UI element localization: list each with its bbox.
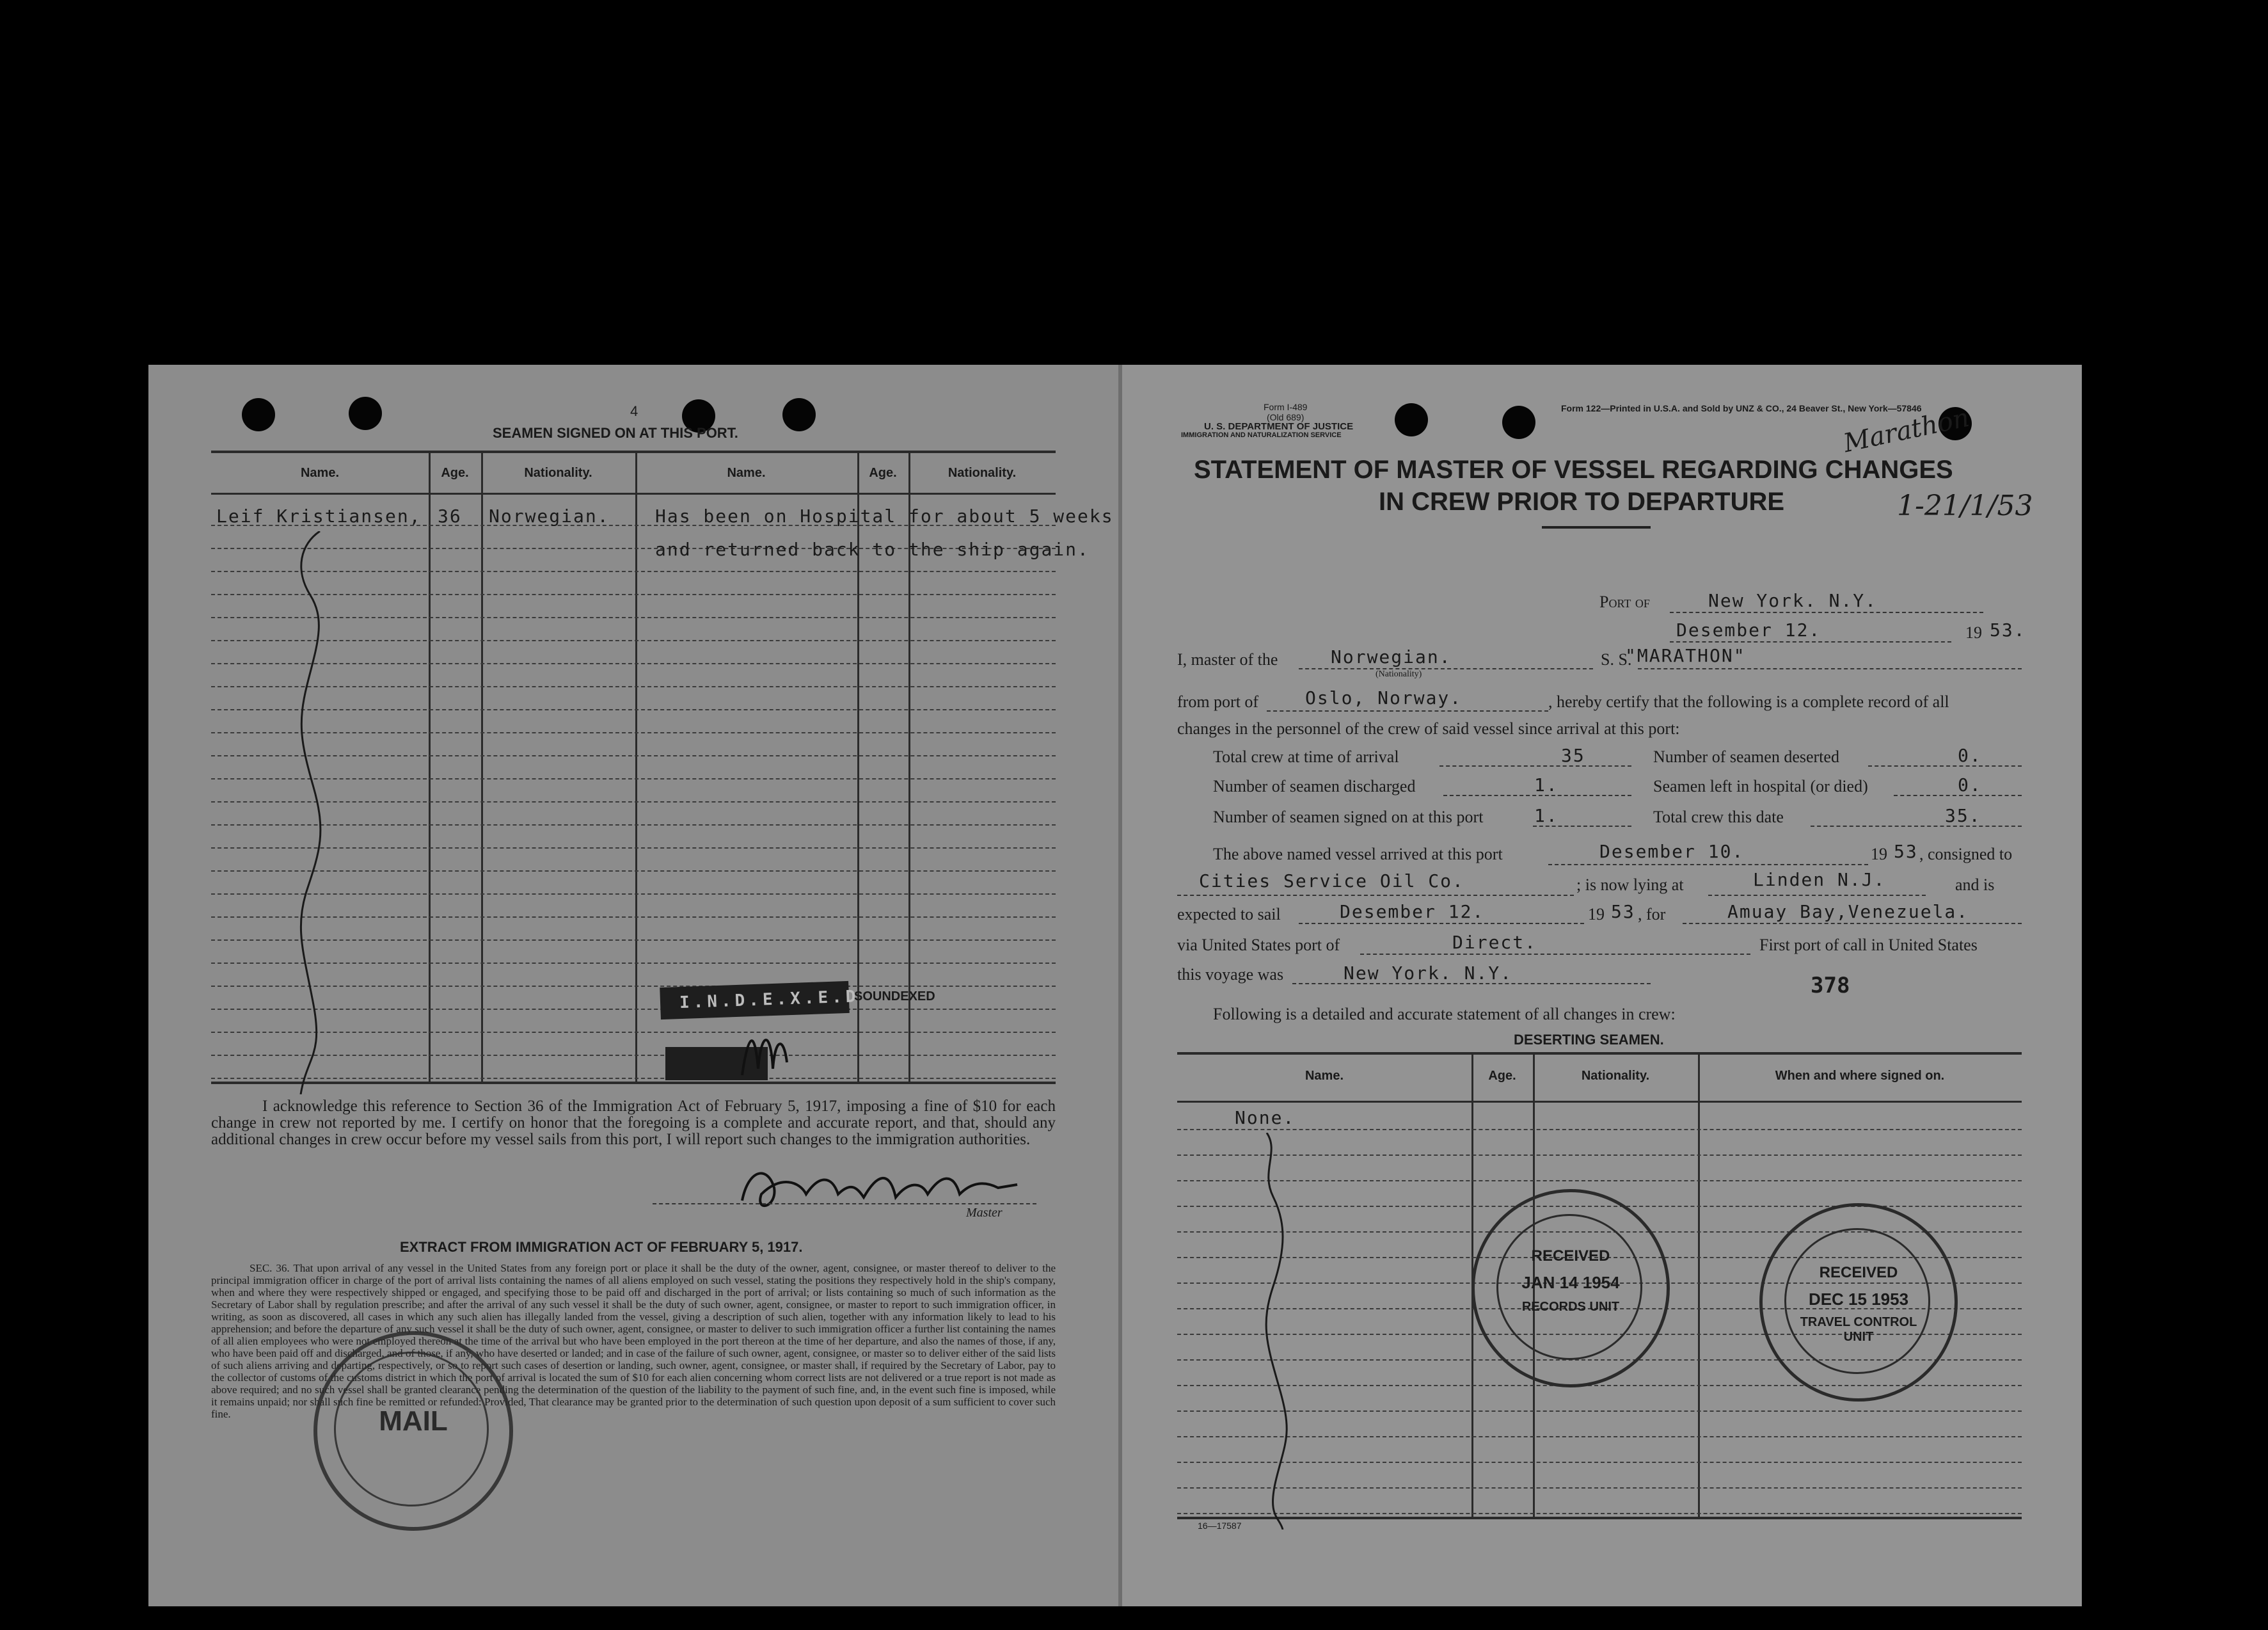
nationality-fill xyxy=(1299,668,1593,669)
form-old-number: (Old 689) xyxy=(1267,412,1304,422)
first-port-label: First port of call in United States xyxy=(1759,936,1978,954)
table-rule-line xyxy=(211,986,1056,987)
consignee-fill xyxy=(1177,895,1574,896)
table-rule-line xyxy=(211,571,1056,572)
ship-value: "MARATHON" xyxy=(1625,645,1746,666)
col-header-nationality: Nationality. xyxy=(948,466,1017,480)
handwritten-ship-name: Marathon xyxy=(1841,403,1972,459)
acknowledgement-text: I acknowledge this reference to Section 36 of the Immigration Act of February 5, 1917, imposing a fine of $10 for each change in crew not reported by me. I certify on honor that the foregoing is a complete and accurate report, and that, should any additional changes in crew occur before my vessel sails from this port, I will report such changes to the immigration authorities. xyxy=(211,1098,1056,1148)
column-divider xyxy=(429,451,431,1084)
desert-none-value: None. xyxy=(1235,1107,1296,1128)
service-name: IMMIGRATION AND NATURALIZATION SERVICE xyxy=(1181,431,1342,439)
col-header-nationality: Nationality. xyxy=(524,466,592,480)
seaman-nationality: Norwegian. xyxy=(489,506,610,527)
col-header-name: Name. xyxy=(300,466,340,480)
mail-stamp xyxy=(313,1331,513,1531)
via-fill xyxy=(1360,954,1750,955)
lying-value: Linden N.J. xyxy=(1753,869,1886,890)
table-rule-line xyxy=(211,778,1056,779)
table-rule-line xyxy=(211,663,1056,664)
punch-hole xyxy=(242,398,275,431)
seaman-remark: Has been on Hospital for about 5 weeks xyxy=(655,506,1114,527)
lying-label: ; is now lying at xyxy=(1576,875,1684,894)
table-rule-line xyxy=(211,939,1056,941)
received-stamp-travel-unit: TRAVEL CONTROL UNIT xyxy=(1800,1315,1917,1344)
desert-col-nationality: Nationality. xyxy=(1581,1069,1650,1083)
expected-fill xyxy=(1299,923,1584,924)
from-port-label: from port of xyxy=(1177,692,1259,711)
table-rule-line xyxy=(211,963,1056,964)
table-rule-line xyxy=(211,847,1056,849)
nationality-caption: (Nationality) xyxy=(1376,669,1422,679)
arrived-year: 53 xyxy=(1894,841,1918,862)
arrived-fill xyxy=(1548,864,1868,865)
table-top-rule xyxy=(211,451,1056,453)
deserting-title: DESERTING SEAMEN. xyxy=(1514,1032,1664,1048)
total-date-fill xyxy=(1811,826,2022,827)
form-title-line1: STATEMENT OF MASTER OF VESSEL REGARDING CHANGES xyxy=(1194,456,1953,484)
ss-label: S. S. xyxy=(1601,650,1632,669)
printer-note: Form 122—Printed in U.S.A. and Sold by UNZ & CO., 24 Beaver St., New York—57846 xyxy=(1561,403,1922,413)
port-label: Port of xyxy=(1599,593,1650,611)
page-spine xyxy=(1118,365,1122,1606)
ship-fill xyxy=(1638,668,2022,669)
certify-text: , hereby certify that the following is a complete record of all xyxy=(1548,692,1949,711)
desert-table-rule-line xyxy=(1177,1129,2022,1130)
extract-title: EXTRACT FROM IMMIGRATION ACT OF FEBRUARY 5, 1917. xyxy=(400,1239,803,1255)
indexed-stamp-text: I.N.D.E.X.E.D xyxy=(679,987,860,1013)
punch-hole xyxy=(1395,403,1428,436)
form-number: Form I-489 xyxy=(1264,402,1308,412)
table-rule-line xyxy=(211,1055,1056,1056)
voyage-value: New York. N.Y. xyxy=(1344,963,1513,984)
void-squiggle-left xyxy=(282,531,333,1094)
table-bottom-rule xyxy=(211,1082,1056,1084)
hospital-label: Seamen left in hospital (or died) xyxy=(1653,777,1868,795)
port-value: New York. N.Y. xyxy=(1708,590,1878,611)
from-port-fill xyxy=(1267,710,1548,712)
form-title-line2: IN CREW PRIOR TO DEPARTURE xyxy=(1379,488,1785,516)
table-rule-line xyxy=(211,1009,1056,1010)
year-value: 53. xyxy=(1990,619,2026,641)
table-rule-line xyxy=(211,732,1056,733)
received-stamp-records-label: RECEIVED xyxy=(1531,1247,1610,1265)
for-fill xyxy=(1683,923,2022,924)
for-label: , for xyxy=(1638,905,1666,923)
seaman-name: Leif Kristiansen, xyxy=(216,506,422,527)
desert-col-name: Name. xyxy=(1304,1069,1344,1083)
hospital-value: 0. xyxy=(1958,774,1982,795)
total-date-label: Total crew this date xyxy=(1653,808,1784,826)
total-arrival-fill xyxy=(1439,765,1631,767)
void-squiggle-right xyxy=(1254,1133,1305,1530)
desert-table-header-rule xyxy=(1177,1101,2022,1103)
received-stamp-records-date: JAN 14 1954 xyxy=(1521,1273,1620,1292)
year-prefix: 19 xyxy=(1965,623,1982,642)
expected-year-prefix: 19 xyxy=(1588,905,1605,923)
total-arrival-value: 35 xyxy=(1561,745,1585,766)
table-rule-line xyxy=(211,916,1056,918)
indexed-stamp xyxy=(660,981,860,1019)
received-stamp-travel xyxy=(1759,1203,1958,1402)
department-name: U. S. DEPARTMENT OF JUSTICE xyxy=(1204,421,1354,432)
table-rule-line xyxy=(211,755,1056,756)
desert-col-signed-on: When and where signed on. xyxy=(1775,1069,1945,1083)
col-header-age: Age. xyxy=(869,466,897,480)
extract-text: SEC. 36. That upon arrival of any vessel in the United States from any foreign port or place it shall be the duty of the owner, agent, consignee, or master thereof to deliver to the principal immigration officer in charge of the port of arrival lists containing the names of all aliens employed on such vessel, stating the positions they respectively hold in the ship's company, when and where they were respectively shipped or engaged, and specifying those to be paid off and discharged in the port of arrival; or lists containing so much of such information as the Secretary of Labor shall by regulation prescribe; and after the arrival of any such vessel it shall be the duty of such owner, agent, consignee, or master to report to such immigration officer, in writing, as soon as discovered, all cases in which any such alien has illegally landed from the vessel, giving a description of such alien, together with any information likely to lead to his apprehension; and before the departure of any such vessel it shall be the duty of such owner, agent, consignee, or master to deliver to such immigration officer a further list containing the names of all alien employees who were not employed thereon at the time of the arrival but who have been employed in the port thereon at the time of her departure, and also the names of those, if any, who have been paid off and discharged, and of those, if any, who have deserted or landed; and in case of the failure of such owner, agent, consignee, or master so to deliver either of the said lists of such aliens arriving and departing, respectively, or so to report such cases of desertion or landing, such owner, agent, consignee, or master shall, if required by the Secretary of Labor, pay to the collector of customs of the customs district in which the port of arrival is located the sum of $10 for each alien concerning whom correct lists are not delivered or a true report is not made as above required; and no such vessel shall be granted clearance pending the determination of the question of the liability to the payment of such fine, and, in the event such fine is imposed, while it remains unpaid; nor shall such fine be remitted or refunded: Provided, That clearance may be granted prior to the determination of such question upon deposit of a sum sufficient to cover such fine. xyxy=(211,1262,1056,1420)
table-header-rule xyxy=(211,493,1056,495)
seaman-remark-continued: and returned back to the ship again. xyxy=(655,539,1090,560)
following-text: Following is a detailed and accurate statement of all changes in crew: xyxy=(1213,1005,1676,1023)
from-port-value: Oslo, Norway. xyxy=(1305,687,1463,708)
table-rule-line xyxy=(211,801,1056,803)
table-rule-line xyxy=(211,893,1056,895)
date-value: Desember 12. xyxy=(1676,619,1821,641)
date-fill xyxy=(1670,641,1951,643)
deserted-label: Number of seamen deserted xyxy=(1653,747,1839,766)
left-title: SEAMEN SIGNED ON AT THIS PORT. xyxy=(493,425,738,441)
nationality-value: Norwegian. xyxy=(1331,646,1452,667)
table-rule-line xyxy=(211,594,1056,595)
consigned-label: , consigned to xyxy=(1919,845,2013,863)
expected-label: expected to sail xyxy=(1177,905,1281,923)
signature-line xyxy=(653,1203,1036,1204)
port-fill xyxy=(1670,612,1983,613)
col-header-name: Name. xyxy=(727,466,766,480)
soundexed-stamp: SOUNDEXED xyxy=(854,989,935,1003)
desert-col-age: Age. xyxy=(1488,1069,1516,1083)
table-rule-line xyxy=(211,1032,1056,1033)
col-header-age: Age. xyxy=(441,466,469,480)
expected-value: Desember 12. xyxy=(1340,901,1485,922)
seaman-age: 36 xyxy=(438,506,462,527)
master-of-label: I, master of the xyxy=(1177,650,1278,669)
column-divider xyxy=(635,451,637,1084)
received-stamp-travel-date: DEC 15 1953 xyxy=(1808,1290,1909,1309)
table-rule-line xyxy=(211,824,1056,826)
initials-mark xyxy=(736,1024,793,1088)
arrived-label: The above named vessel arrived at this port xyxy=(1213,845,1503,863)
stamp-number: 378 xyxy=(1811,973,1850,998)
desert-table-top-rule xyxy=(1177,1052,2022,1055)
table-rule-line xyxy=(211,870,1056,872)
mail-stamp-text: MAIL xyxy=(379,1405,448,1437)
table-rule-line xyxy=(211,709,1056,710)
for-value: Amuay Bay,Venezuela. xyxy=(1727,901,1969,922)
changes-text: changes in the personnel of the crew of said vessel since arrival at this port: xyxy=(1177,719,1680,738)
discharged-value: 1. xyxy=(1534,774,1558,795)
received-stamp-records xyxy=(1471,1189,1670,1387)
punch-hole xyxy=(349,397,382,430)
expected-year: 53 xyxy=(1611,901,1635,922)
discharged-label: Number of seamen discharged xyxy=(1213,777,1416,795)
table-rule-line xyxy=(211,617,1056,618)
page-number: 4 xyxy=(630,403,638,419)
deserted-value: 0. xyxy=(1958,745,1982,766)
arrived-year-prefix: 19 xyxy=(1871,845,1887,863)
total-arrival-label: Total crew at time of arrival xyxy=(1213,747,1399,766)
handwritten-date: 1-21/1/53 xyxy=(1897,490,2033,522)
signed-on-value: 1. xyxy=(1534,805,1558,826)
received-stamp-records-unit: RECORDS UNIT xyxy=(1521,1300,1620,1314)
deserted-fill xyxy=(1868,765,2022,767)
table-rule-line xyxy=(211,686,1056,687)
consignee-value: Cities Service Oil Co. xyxy=(1199,870,1464,891)
received-stamp-travel-label: RECEIVED xyxy=(1819,1264,1898,1281)
signed-on-label: Number of seamen signed on at this port xyxy=(1213,808,1484,826)
title-underline xyxy=(1542,526,1651,529)
desert-column-divider xyxy=(1698,1052,1700,1519)
punch-hole xyxy=(782,398,816,431)
punch-hole xyxy=(1502,406,1535,439)
column-divider xyxy=(481,451,483,1084)
footer-code: 16—17587 xyxy=(1198,1521,1242,1531)
via-value: Direct. xyxy=(1452,932,1537,953)
voyage-label: this voyage was xyxy=(1177,965,1284,984)
total-date-value: 35. xyxy=(1945,805,1981,826)
and-is-label: and is xyxy=(1955,875,1995,894)
lying-fill xyxy=(1708,895,1926,896)
signer-role: Master xyxy=(966,1206,1003,1220)
table-rule-line xyxy=(211,1078,1056,1079)
arrived-value: Desember 10. xyxy=(1599,841,1745,862)
via-label: via United States port of xyxy=(1177,936,1340,954)
table-rule-line xyxy=(211,640,1056,641)
